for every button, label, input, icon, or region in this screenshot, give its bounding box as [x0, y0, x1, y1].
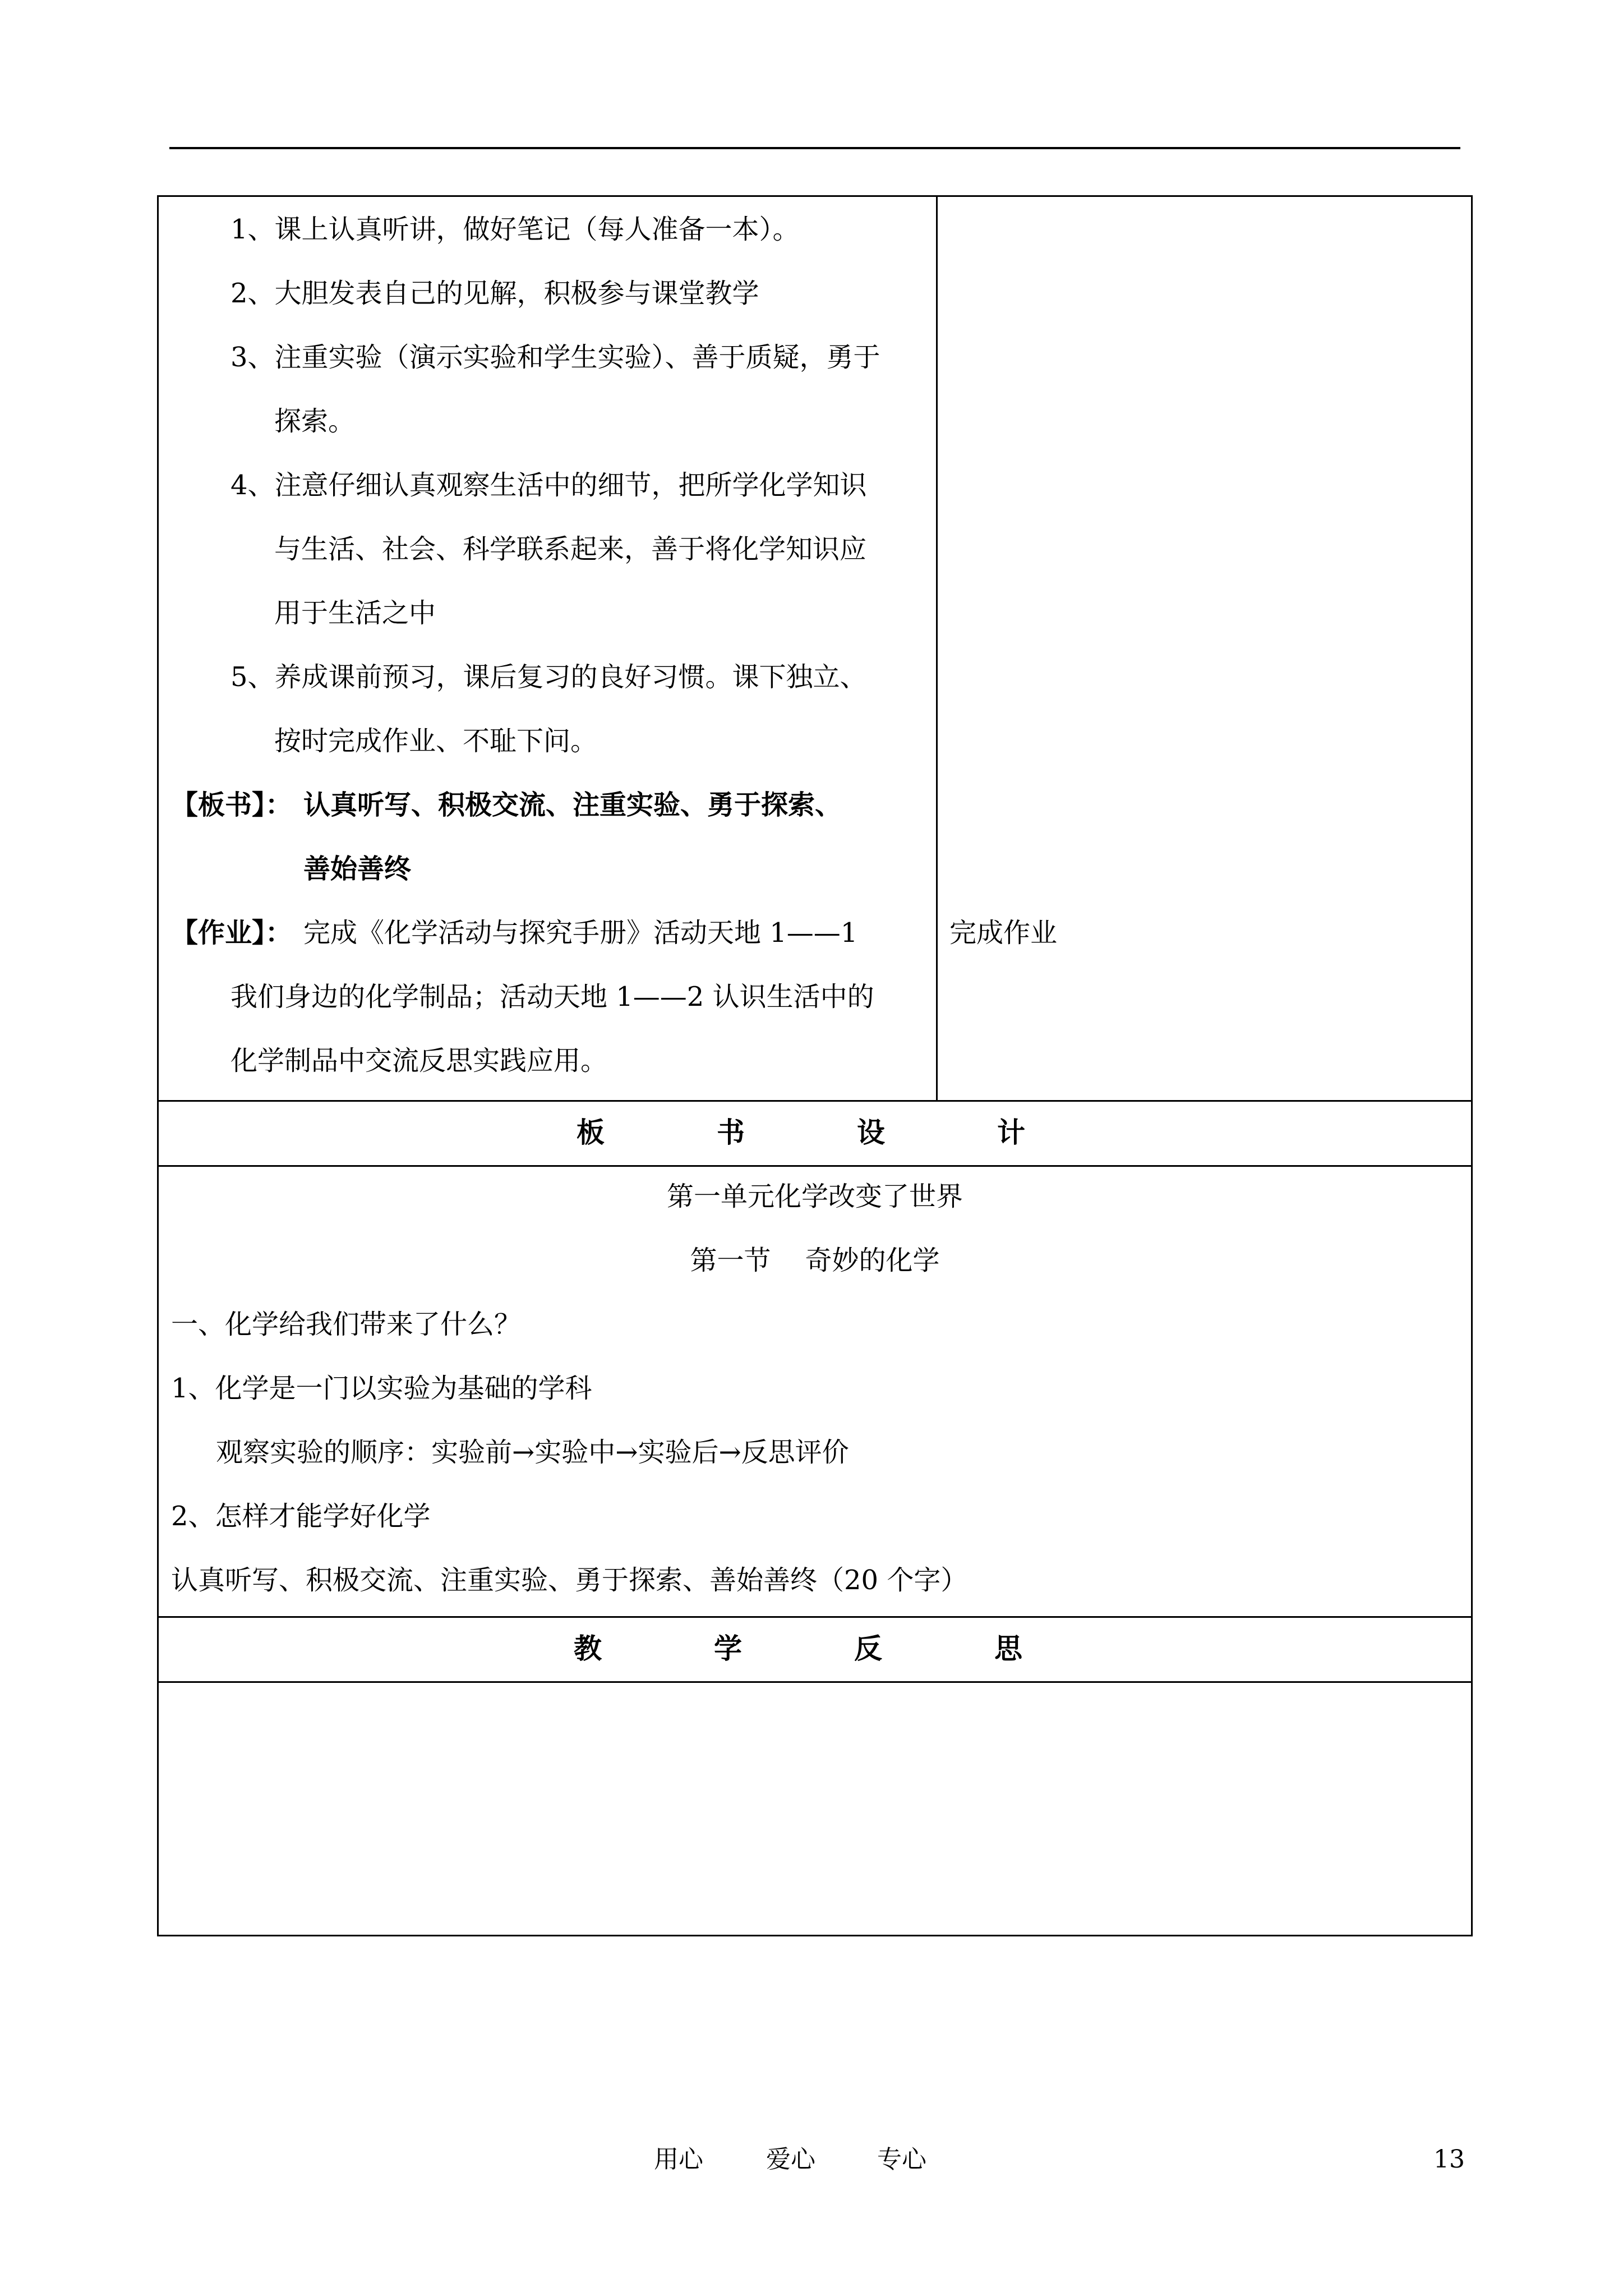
header-char: 计	[997, 1116, 1025, 1149]
homework-text: 完成《化学活动与探究手册》活动天地 1——1	[303, 917, 858, 949]
list-item: 1、课上认真听讲，做好笔记（每人准备一本）。	[230, 214, 800, 245]
reflection-blank-cell	[159, 1683, 1471, 1935]
page-number: 13	[1433, 2145, 1465, 2174]
lesson-table	[157, 195, 1473, 1936]
header-char: 设	[857, 1116, 885, 1149]
list-item-continued: 探索。	[274, 406, 356, 437]
board-design-header	[159, 1116, 1471, 1149]
list-item-continued: 按时完成作业、不耻下问。	[274, 725, 598, 757]
board-label: 【板书】：	[171, 789, 293, 821]
header-char: 板	[577, 1116, 605, 1149]
point-heading: 2、怎样才能学好化学	[171, 1501, 431, 1532]
homework-note: 完成作业	[949, 917, 1058, 949]
point-detail: 观察实验的顺序：实验前→实验中→实验后→反思评价	[216, 1437, 849, 1468]
list-item: 4、注意仔细认真观察生活中的细节，把所学化学知识	[230, 470, 867, 501]
footer-motto: 爱心	[766, 2145, 815, 2174]
homework-text-continued: 我们身边的化学制品；活动天地 1——2 认识生活中的	[230, 981, 874, 1013]
footer-motto: 用心	[654, 2145, 703, 2174]
list-item: 5、养成课前预习，课后复习的良好习惯。课下独立、	[230, 661, 867, 693]
point-detail: 认真听写、积极交流、注重实验、勇于探索、善始善终（20 个字）	[171, 1565, 968, 1596]
header-char: 反	[854, 1632, 882, 1665]
board-text-continued: 善始善终	[303, 853, 412, 885]
header-char: 思	[994, 1632, 1022, 1665]
question-heading: 一、化学给我们带来了什么？	[171, 1309, 522, 1340]
board-text: 认真听写、积极交流、注重实验、勇于探索、	[303, 789, 842, 821]
homework-label: 【作业】：	[171, 917, 293, 949]
list-item: 3、注重实验（演示实验和学生实验）、善于质疑，勇于	[230, 342, 880, 373]
homework-text-continued: 化学制品中交流反思实践应用。	[230, 1045, 608, 1076]
unit-title: 第一单元化学改变了世界	[666, 1181, 963, 1212]
list-item: 2、大胆发表自己的见解，积极参与课堂教学	[230, 278, 759, 309]
section-title: 第一节 奇妙的化学	[690, 1245, 940, 1276]
footer-motto: 专心	[877, 2145, 926, 2174]
list-item-continued: 与生活、社会、科学联系起来，善于将化学知识应	[274, 533, 867, 565]
row-rule	[159, 1100, 1471, 1102]
header-char: 学	[714, 1632, 742, 1665]
list-item-continued: 用于生活之中	[274, 597, 436, 629]
row-rule	[159, 1165, 1471, 1167]
column-divider	[936, 197, 938, 1100]
row-rule	[159, 1616, 1471, 1618]
point-heading: 1、化学是一门以实验为基础的学科	[171, 1373, 592, 1404]
header-char: 教	[574, 1632, 602, 1665]
header-char: 书	[717, 1116, 745, 1149]
reflection-header	[159, 1632, 1471, 1665]
header-rule	[169, 147, 1460, 149]
